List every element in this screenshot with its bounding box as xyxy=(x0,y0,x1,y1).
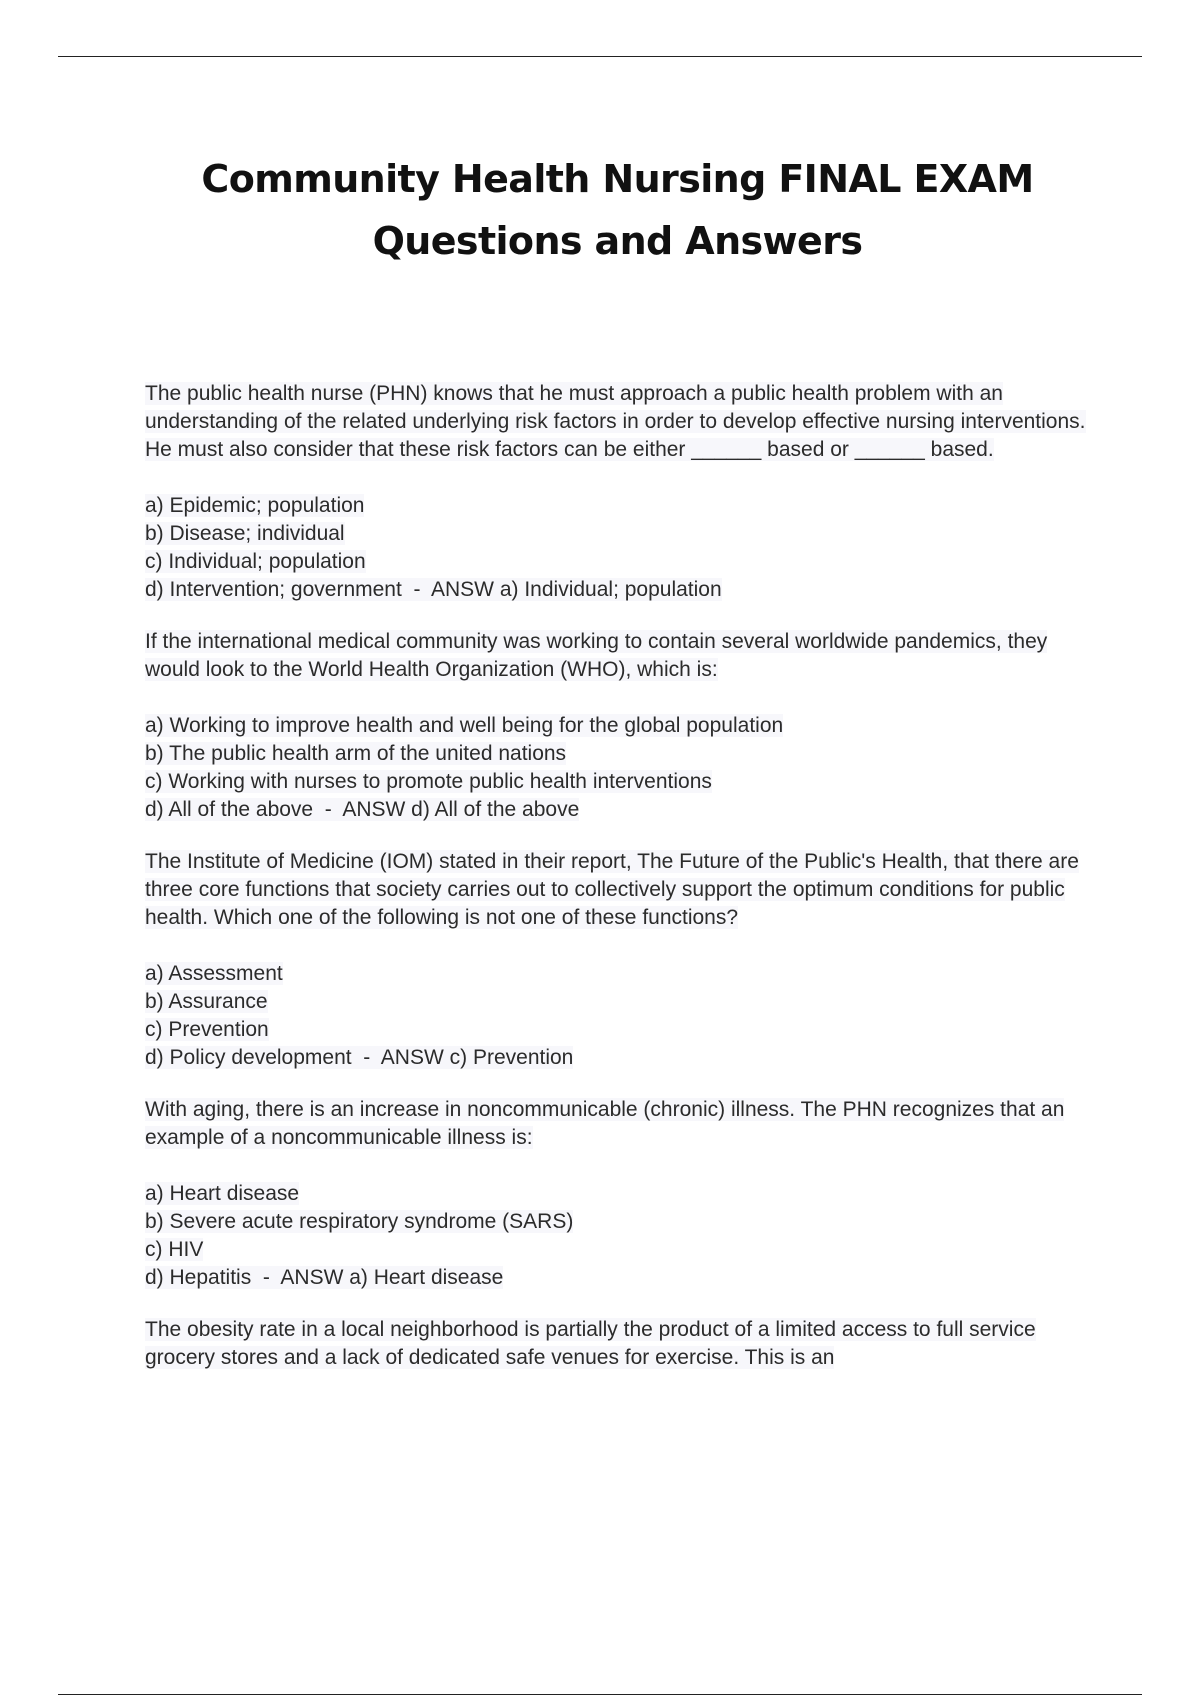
answer-separator: - xyxy=(401,578,431,601)
answer-text: a) Heart disease xyxy=(349,1266,504,1289)
question-text: The obesity rate in a local neighborhood is partially the product of a limited access to full service grocery stores and a lack of dedicated safe venues for exercise. This is an xyxy=(145,1318,1036,1369)
options-list xyxy=(145,960,1105,1072)
answer-separator: - xyxy=(313,798,343,821)
option-b: b) The public health arm of the united nations xyxy=(145,742,567,765)
option-d-with-answer: d) Hepatitis - ANSW a) Heart disease xyxy=(145,1266,504,1289)
bottom-rule xyxy=(58,1694,1142,1695)
question-text: With aging, there is an increase in noncommunicable (chronic) illness. The PHN recognizes that an example of a noncommunicable illness is: xyxy=(145,1098,1065,1149)
option-b: b) Assurance xyxy=(145,990,268,1013)
option-b: b) Severe acute respiratory syndrome (SARS) xyxy=(145,1210,574,1233)
options-list xyxy=(145,1180,1105,1292)
options-list xyxy=(145,712,1105,824)
option-c: c) Prevention xyxy=(145,1018,269,1041)
option-a: a) Epidemic; population xyxy=(145,494,365,517)
answer-marker: ANSW xyxy=(431,578,494,601)
qa-content xyxy=(145,380,1105,1400)
option-d-with-answer: d) All of the above - ANSW d) All of the above xyxy=(145,798,580,821)
option-d-with-answer: d) Intervention; government - ANSW a) Individual; population xyxy=(145,578,722,601)
question-text: The Institute of Medicine (IOM) stated in their report, The Future of the Public's Health, that there are three core functions that society carries out to collectively support the optimum conditions for public health. Which one of the following is not one of these functions? xyxy=(145,850,1079,929)
answer-text: a) Individual; population xyxy=(499,578,722,601)
qa-item-5 xyxy=(145,1316,1105,1372)
option-a: a) Working to improve health and well being for the global population xyxy=(145,714,784,737)
answer-text: d) All of the above xyxy=(411,798,580,821)
answer-text: c) Prevention xyxy=(449,1046,574,1069)
qa-item-2 xyxy=(145,628,1105,824)
option-d-with-answer: d) Policy development - ANSW c) Prevention xyxy=(145,1046,574,1069)
question-text: The public health nurse (PHN) knows that he must approach a public health problem with an understanding of the related underlying risk factors in order to develop effective nursing interventions. He must also consider that these risk factors can be either ______ based or ______ based. xyxy=(145,382,1086,461)
option-c: c) Individual; population xyxy=(145,550,366,573)
top-rule xyxy=(58,56,1142,57)
options-list xyxy=(145,492,1105,604)
title-line-2: Questions and Answers xyxy=(372,219,863,263)
option-a: a) Heart disease xyxy=(145,1182,300,1205)
qa-item-1 xyxy=(145,380,1105,604)
title-line-1: Community Health Nursing FINAL EXAM xyxy=(201,157,1034,201)
qa-item-4 xyxy=(145,1096,1105,1292)
page-title xyxy=(0,148,1200,272)
qa-item-3 xyxy=(145,848,1105,1072)
option-c: c) Working with nurses to promote public health interventions xyxy=(145,770,712,793)
answer-marker: ANSW xyxy=(342,798,406,821)
question-text: If the international medical community was working to contain several worldwide pandemics, they would look to the World Health Organization (WHO), which is: xyxy=(145,630,1048,681)
option-a: a) Assessment xyxy=(145,962,283,985)
option-b: b) Disease; individual xyxy=(145,522,345,545)
answer-separator: - xyxy=(351,1046,381,1069)
option-c: c) HIV xyxy=(145,1238,204,1261)
answer-marker: ANSW xyxy=(280,1266,344,1289)
answer-marker: ANSW xyxy=(380,1046,444,1069)
answer-separator: - xyxy=(251,1266,281,1289)
